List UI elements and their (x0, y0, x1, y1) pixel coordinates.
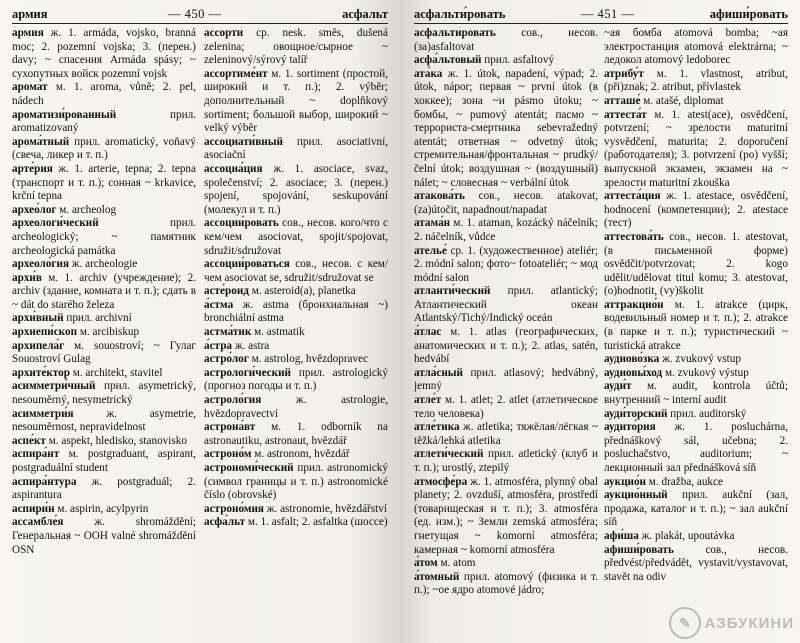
dictionary-entry (604, 489, 788, 530)
entry-headword: арте́рия (12, 162, 53, 175)
entry-headword: астрологи́ческий (204, 366, 291, 379)
entry-definition: м. architekt, stavitel (69, 366, 163, 379)
entry-definition: м. postgraduant, aspirant, postgraduální student (12, 448, 196, 474)
entry-definition: м. atašé, diplomat (640, 94, 724, 107)
dictionary-entry (12, 435, 196, 449)
dictionary-entry (604, 353, 788, 367)
dictionary-entry (604, 421, 788, 475)
entry-headword: астроно́м (204, 448, 252, 461)
dictionary-entry (12, 27, 196, 81)
entry-headword: астроло́гия (204, 394, 262, 407)
entry-definition: ж. 1. armáda, vojsko, branná moc; 2. pozemní vojska; 3. (перен.) davy; ~ спасения Armáda spásy; ~ сухопутных войск pozemní vojsk (12, 27, 196, 80)
entry-headword: асфа́льт (204, 516, 246, 529)
entry-definition: прил. asfaltový (481, 54, 555, 67)
entry-definition: ж. astra (232, 339, 270, 352)
dictionary-entry (204, 163, 388, 217)
dictionary-entry (12, 163, 196, 204)
left-header-last-headword: асфальт (342, 7, 388, 21)
entry-definition: прил. atletický (клуб и т. п.); urostlý, ztepilý (414, 448, 598, 474)
entry-headword: асфа́льтовый (414, 54, 482, 67)
right-header-headword: асфальти́ровать (414, 7, 506, 21)
dictionary-entry (12, 476, 196, 503)
entry-definition: ж. 1. atestace, osvědčení, hodnocení (компетенции); 2. atestace (тест) (604, 190, 788, 230)
dictionary-entry (204, 353, 388, 367)
entry-definition: ж. atletika; тяжёлая/лёгкая ~ těžká/lehká atletika (414, 421, 598, 447)
entry-headword: а́рмия (12, 27, 44, 39)
entry-headword: атле́т (414, 394, 442, 407)
right-page-number: — 451 — (580, 7, 635, 21)
entry-headword: аудито́рия (604, 421, 656, 434)
entry-definition: м. 1. aroma, vůně; 2. pel, nádech (12, 81, 196, 107)
dictionary-entry (204, 258, 388, 285)
entry-headword: атама́н (414, 217, 451, 230)
entry-headword: аспира́нт (12, 448, 60, 461)
left-page-header (12, 6, 388, 22)
entry-definition: ж. plakát, upoutávka (638, 529, 735, 542)
entry-definition: м. aspekt, hledisko, stanovisko (45, 434, 187, 447)
left-column-1 (12, 27, 196, 642)
entry-definition: ж. 1. atmosféra, plynný obal planety; 2. ovzduší, atmosféra, prostředí (товарищеская и т. п.); 3. atmosféra (ед. изм.); ~ Земли zemská atmosféra; гнетущая ~ komorní atmosféra; камерная ~ komorní atmosféra (414, 475, 598, 556)
header-rule (12, 23, 388, 24)
entry-definition: м. 1. atrakce (цирк, водевильный номер и т. п.); 2. atrakce (в парке и т. п.); туристический ~ turistická atrakce (604, 298, 788, 352)
entry-definition: м. souostroví; ~ Гулаг Souostroví Gulag (12, 339, 196, 366)
left-header-headword: армия (12, 7, 48, 21)
entry-definition: прил. aromatizovaný (12, 108, 196, 135)
entry-headword: а́том (414, 557, 438, 570)
entry-definition: сов., несов. кого/что с кем/чем asociovat, spojit/spojovat, sdružit/sdružovat (204, 217, 388, 257)
dictionary-entry (204, 136, 388, 163)
entry-definition: м. 1. ataman, kozácký náčelník; 2. náčelník, vůdce (414, 217, 598, 243)
dictionary-entry (204, 503, 388, 517)
entry-definition: м. 1. atlet; 2. atlet (атлетическое тело человека) (414, 394, 598, 420)
right-header-last-headword: афиши́ровать (709, 7, 788, 21)
entry-headword: архиепи́скоп (12, 326, 78, 339)
entry-headword: ата́ка (414, 67, 443, 80)
entry-headword: а́стра (204, 339, 233, 352)
entry-headword: архи́в (12, 271, 42, 284)
dictionary-entry (204, 516, 388, 530)
dictionary-entry (204, 394, 388, 421)
dictionary-entry (204, 27, 388, 68)
dictionary-entry (204, 326, 388, 340)
entry-definition: ср. nesk. směs, dušená zelenina; овощное/сырное ~ zeleninový/sýrový talíř (204, 27, 388, 67)
dictionary-entry (414, 394, 598, 421)
entry-definition: м. asteroid(a), planetka (248, 285, 356, 298)
dictionary-entry (204, 299, 388, 326)
dictionary-entry (414, 421, 598, 448)
entry-headword: археологи́ческий (12, 217, 99, 230)
dictionary-entry (204, 217, 388, 258)
entry-definition: прил. atomový (физика и т. п.); ~ое ядро atomové jádro; (414, 570, 598, 597)
entry-headword: аттракцио́н (604, 298, 664, 311)
dictionary-entry (12, 258, 196, 272)
dictionary-entry (414, 27, 598, 54)
entry-definition: м. arcibiskup (77, 326, 140, 339)
dictionary-entry (12, 516, 196, 557)
entry-definition: ж. zvukový vstup (659, 353, 741, 366)
dictionary-entry (604, 408, 788, 422)
entry-headword: атлети́ческий (414, 448, 484, 461)
dictionary-entry (604, 190, 788, 231)
entry-definition: прил. asymetrický, nesouměrný, nesymetrický (12, 380, 196, 407)
entry-definition: ж. archeologie (69, 258, 138, 271)
dictionary-entry (414, 367, 598, 394)
book-logo-icon: ✎ (669, 607, 701, 639)
entry-headword: архео́лог (12, 203, 57, 216)
entry-definition: ~ая бомба atomová bomba; ~ая электростанция atomová elektrárna; ~ ледокол atomový ledoborec (604, 27, 788, 67)
entry-headword: ауди́т (604, 380, 632, 393)
entry-headword: аттестова́ть (604, 230, 664, 243)
dictionary-entry (604, 367, 788, 381)
entry-definition: ж. 1. útok, napadení, výpad; 2. útok, nápor; первая ~ první útok (в хоккее); зона ~и pásmo útoku; ~ бомбы, ~ pumový atentát; пасмо ~ террориста-смертника sebevražedný atentát; ответная ~ odvetný útok; стремительная/фронтальная ~ prudký/čelní útok; воздушная ~ (воздушный) nálet; ~ словесная ~ verbální útok (414, 67, 598, 189)
entry-definition: м. 1. archiv (учреждение); 2. archiv (здание, комната и т. п.); сдать в ~ dát do starého železa (12, 271, 196, 311)
dictionary-entry (604, 476, 788, 490)
entry-headword: ассоции́ровать (204, 217, 279, 230)
left-column-2 (204, 27, 388, 642)
entry-headword: ателье́ (414, 244, 447, 257)
entry-definition: сов., несов. atakovat, (za)útočit, napadnout/napadat (414, 190, 598, 216)
left-page-number: — 450 — (168, 7, 222, 21)
entry-headword: а́стма (204, 298, 234, 311)
dictionary-entry (12, 367, 196, 381)
entry-headword: ассамбле́я (12, 516, 64, 529)
dictionary-entry (204, 367, 388, 394)
entry-definition: прил. astronomický (символ границы и т. п.) astronomické číslo (obrovské) (204, 462, 388, 502)
entry-definition: м. audit, kontrola účtů; внутренний ~ interní audit (604, 380, 788, 407)
dictionary-entry (604, 95, 788, 109)
entry-headword: ассортиме́нт (204, 67, 268, 80)
watermark-text: АЗБУКИНИ (704, 614, 794, 632)
dictionary-entry (414, 217, 598, 244)
dictionary-entry (414, 557, 598, 571)
dictionary-entry (204, 340, 388, 354)
entry-definition: м. 1. atlas (географических, анатомических и т. п.); 2. atlas, satén, hedvábí (414, 326, 598, 366)
entry-headword: атланти́ческий (414, 285, 491, 298)
dictionary-entry (12, 312, 196, 326)
dictionary-entry (604, 299, 788, 353)
entry-definition: сов., несов. 1. atestovat, (в письменной форме) osvědčit/potvrzovat; 2. kogo udělit/udělovat titul komu; 3. atestovat, (o)hodnotit, (vy)školit (604, 230, 788, 298)
entry-definition: м. 1. asfalt; 2. asfaltka (шоссе) (245, 516, 388, 529)
right-column-1 (414, 27, 598, 642)
right-page (400, 0, 800, 643)
entry-headword: атташе́ (604, 94, 641, 107)
entry-headword: архипела́г (12, 339, 65, 352)
dictionary-entry (12, 204, 196, 218)
entry-definition: ж. 1. asociace, svaz, společenství; 2. asociace; 3. (перен.) spojení, spojování, seskupování (молекул и т. п.) (204, 162, 388, 216)
entry-headword: астро́лог (204, 353, 249, 366)
entry-definition: прил. aukční (зал, продажа, каталог и т. п.); ~ зал aukční síň (604, 489, 788, 529)
right-page-header (414, 6, 788, 22)
dictionary-entry (12, 109, 196, 136)
dictionary-entry (204, 68, 388, 136)
entry-definition: м. 1. atest(ace), osvědčení, potvrzení; ~ зрелости maturitní vysvědčení, maturita; 2. doporučení (работодателя); 3. potvrzení (po) vyšší; выпускной экзамен, экзамен на ~ зрелости maturitní zkouška (604, 108, 788, 189)
entry-headword: аукцио́нный (604, 489, 668, 502)
entry-definition: прил. aromatický, voňavý (свеча, ликер и т. п.) (12, 135, 196, 162)
dictionary-entry (204, 462, 388, 503)
dictionary-entry (414, 68, 598, 190)
dictionary-entry (414, 476, 598, 558)
entry-headword: астрона́вт (204, 421, 256, 434)
entry-definition: прил. auditorský (667, 407, 747, 420)
dictionary-entry (414, 326, 598, 367)
dictionary-entry (12, 326, 196, 340)
entry-headword: аспе́кт (12, 434, 46, 447)
entry-definition: сов., несов. с кем/чем asociovat se, sdružit/sdružovat se (204, 258, 388, 284)
dictionary-entry (604, 231, 788, 299)
entry-headword: а́томный (414, 570, 460, 583)
entry-definition: ж. astrologie, hvězdopravectví (204, 394, 388, 420)
dictionary-entry (204, 448, 388, 462)
entry-definition: прил. atlasový; hedvábný, jemný (414, 366, 598, 393)
entry-definition: ж. shromáždění; Генеральная ~ ООН valné shromáždění OSN (12, 516, 196, 556)
entry-definition: м. aspirin, acylpyrin (54, 502, 149, 515)
entry-definition: ж. 1. posluchárna, přednáškový sál, učebna; 2. posluchačstvo, auditorium; ~ лекционный зал přednášková síň (604, 421, 788, 474)
dictionary-entry (204, 421, 388, 448)
right-column-2 (604, 27, 788, 642)
entry-definition: м. 1. vlastnost, atribut, (při)znak; 2. atribut, přívlastek (604, 67, 788, 94)
dictionary-entry (12, 380, 196, 407)
entry-headword: ассорти́ (204, 27, 244, 39)
entry-headword: а́тлас (414, 326, 442, 339)
left-columns (12, 27, 388, 642)
entry-headword: асимметри́я (12, 407, 74, 420)
entry-definition: м. archeolog (56, 203, 117, 216)
dictionary-entry (414, 571, 598, 598)
entry-headword: археоло́гия (12, 258, 69, 271)
dictionary-entry (604, 68, 788, 95)
entry-definition: м. zvukový výstup (662, 366, 749, 379)
entry-headword: ароматизи́рованный (12, 108, 117, 121)
entry-definition: ж. asymetrie, nesouměrnost, nepravidelnost (12, 407, 196, 434)
entry-headword: архи́вный (12, 312, 64, 325)
entry-definition: м. astronom, hvězdář (251, 448, 350, 461)
dictionary-entry (604, 27, 788, 68)
dictionary-entry (414, 448, 598, 475)
entry-headword: аудиово́зка (604, 353, 660, 366)
entry-definition: прил. archivní (63, 312, 132, 325)
dictionary-entry (414, 245, 598, 286)
dictionary-entry (604, 109, 788, 191)
dictionary-entry (12, 136, 196, 163)
entry-headword: асфальти́ровать (414, 27, 496, 39)
entry-definition: ср. 1. (художественное) ateliér; 2. módní salon; фото~ fotoateliér; ~ мод módní salon (414, 244, 598, 284)
entry-headword: атле́тика (414, 421, 460, 434)
entry-definition: м. astrolog, hvězdopravec (248, 353, 369, 366)
dictionary-entry (204, 285, 388, 299)
entry-headword: ассоциати́вный (204, 135, 283, 148)
entry-definition: м. astmatik (251, 326, 305, 339)
dictionary-entry (12, 217, 196, 258)
entry-definition: прил. atlantický; Атлантический океан Atlantský/Tichý/Indický oceán (414, 285, 598, 325)
dictionary-entry (12, 448, 196, 475)
entry-definition: сов., несов. (за)asfaltovat (414, 27, 598, 53)
entry-headword: атла́сный (414, 366, 463, 379)
dictionary-entry (12, 340, 196, 367)
entry-headword: аттеста́ция (604, 190, 661, 203)
entry-definition: м. 1. sortiment (простой, широкий и т. п.); 2. výběr; дополнительный ~ doplňkový sortiment; большой выбор, широкий ~ velký výběr (204, 67, 388, 135)
dictionary-entry (604, 530, 788, 544)
right-columns (414, 27, 788, 642)
entry-definition: прил. asociativní, asociační (204, 135, 388, 162)
entry-headword: ассоции́роваться (204, 258, 290, 271)
dictionary-entry (414, 190, 598, 217)
entry-headword: атрибу́т (604, 67, 644, 80)
entry-headword: астроно́мия (204, 502, 264, 515)
entry-definition: ж. postgraduál; 2. aspirantura (12, 475, 196, 502)
entry-headword: аукцио́н (604, 475, 646, 488)
entry-headword: аспири́н (12, 502, 55, 515)
dictionary-entry (414, 54, 598, 68)
entry-headword: аспира́нтура (12, 475, 77, 488)
dictionary-entry (12, 503, 196, 517)
entry-definition: м. dražba, aukce (646, 475, 723, 488)
entry-headword: афиши́ровать (604, 543, 674, 556)
entry-headword: асимметри́чный (12, 380, 96, 393)
dictionary-entry (604, 380, 788, 407)
entry-headword: арома́т (12, 81, 48, 94)
entry-definition: м. 1. odborník na astronautiku, astronaut, hvězdář (204, 421, 388, 447)
entry-headword: аудиовы́ход (604, 366, 663, 379)
entry-headword: ауди́торский (604, 407, 668, 420)
entry-headword: ассоциа́ция (204, 162, 263, 175)
dictionary-entry (604, 544, 788, 585)
entry-definition: сов., несов. předvést/předvádět, vystavit/vystavovat, stavět na odiv (604, 543, 788, 583)
entry-headword: астма́тик (204, 326, 252, 339)
entry-headword: афи́ша (604, 529, 639, 542)
entry-headword: архите́ктор (12, 366, 70, 379)
entry-headword: арома́тный (12, 135, 70, 148)
entry-definition: ж. astma (бронхиальная ~) bronchiální astma (204, 298, 388, 325)
dictionary-entry (12, 408, 196, 435)
entry-headword: атмосфе́ра (414, 475, 468, 488)
entry-headword: аттеста́т (604, 108, 647, 121)
header-rule (414, 23, 788, 24)
dictionary-entry (414, 285, 598, 326)
dictionary-entry (12, 81, 196, 108)
entry-definition: прил. archeologický; ~ памятник archeologická památka (12, 217, 196, 257)
entry-definition: ж. astronomie, hvězdářství (263, 502, 387, 515)
entry-headword: асте́роид (204, 285, 249, 298)
dictionary-entry (12, 272, 196, 313)
entry-definition: м. atom (437, 557, 476, 570)
entry-definition: прил. astrologický (прогноз погоды и т. п.) (204, 366, 388, 393)
entry-headword: атакова́ть (414, 190, 465, 203)
entry-headword: астрономи́ческий (204, 462, 294, 474)
publisher-watermark (669, 607, 794, 639)
entry-definition: ж. 1. arterie, tepna; 2. tepna (транспорт и т. п.); сонная ~ krkavice, krční tepna (12, 162, 196, 203)
